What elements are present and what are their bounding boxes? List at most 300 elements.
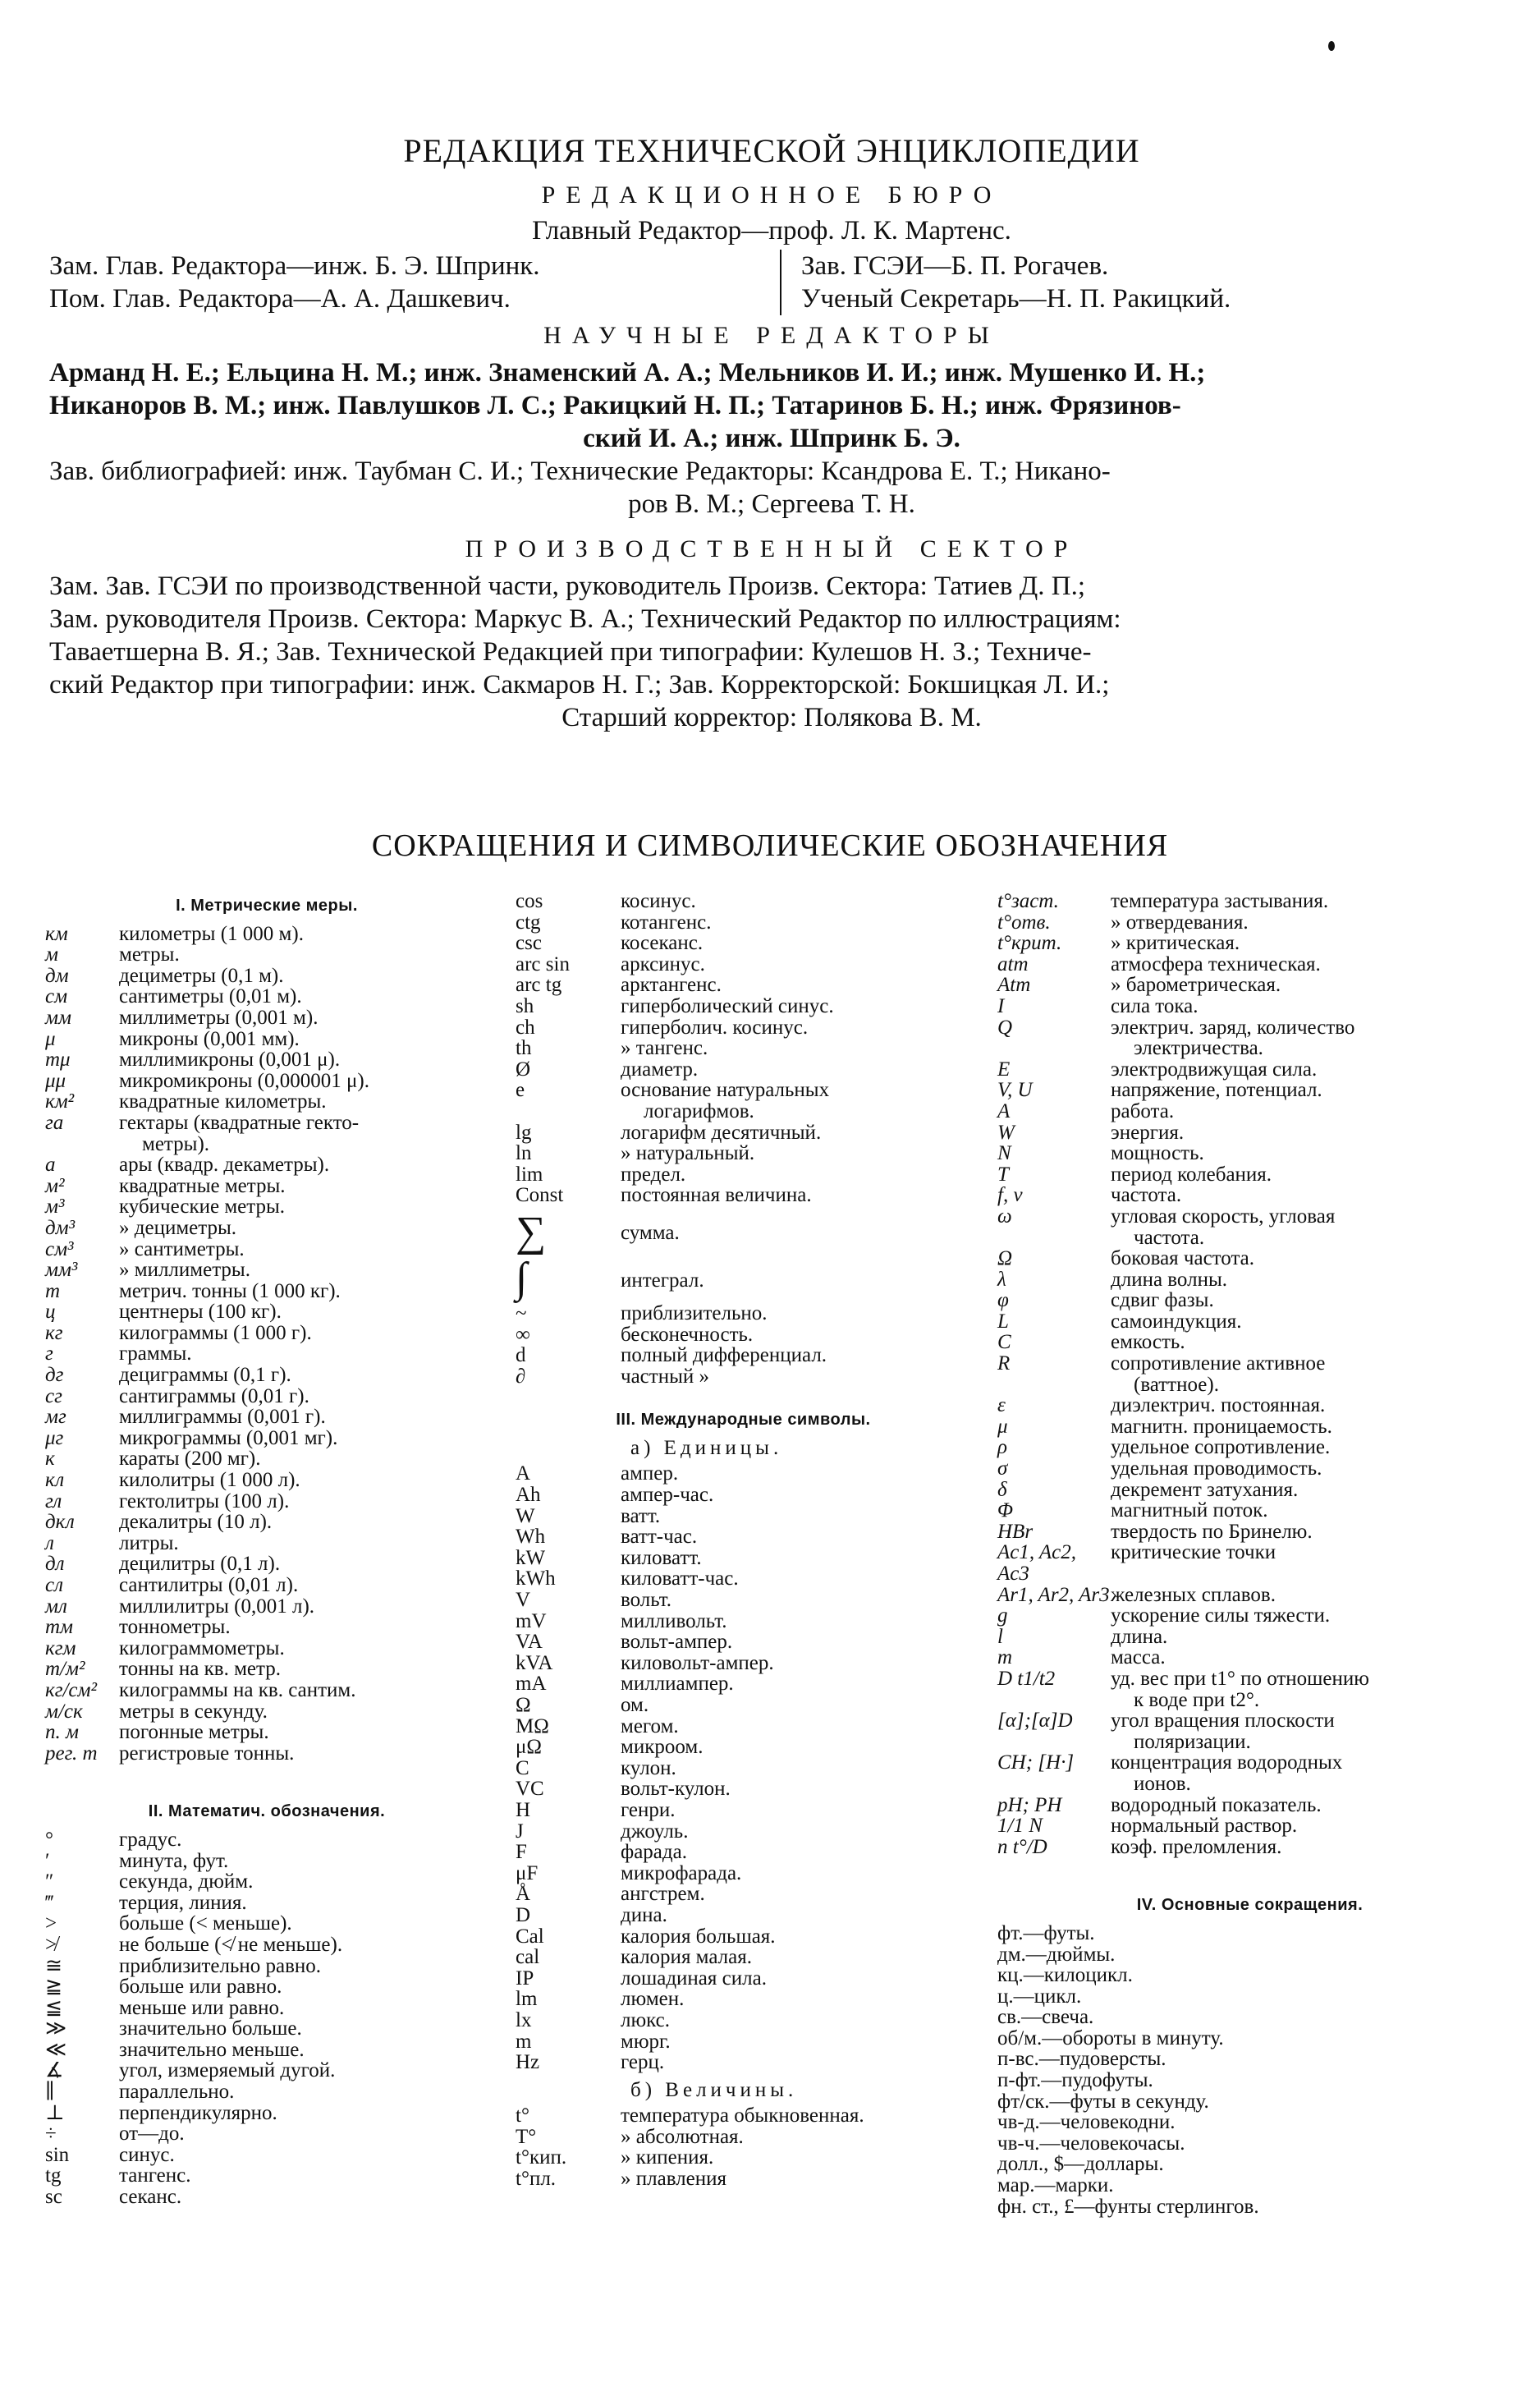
list-item <box>45 1071 488 1092</box>
symbol: ‴ <box>45 1891 54 1914</box>
definition: ионов. <box>1134 1772 1191 1795</box>
symbol: тм <box>45 1616 74 1639</box>
definition: период колебания. <box>1111 1163 1272 1186</box>
symbol: MΩ <box>516 1714 549 1737</box>
definition: миллилитры (0,001 л). <box>119 1595 315 1618</box>
symbol: kVA <box>516 1651 553 1674</box>
list-item <box>45 2060 488 2081</box>
chief-editor: Главный Редактор—проф. Л. К. Мартенс. <box>532 216 1011 246</box>
symbol: Å <box>516 1883 531 1906</box>
list-item <box>997 1542 1502 1584</box>
symbol: дм <box>45 964 69 987</box>
list-item <box>997 1585 1502 1606</box>
list-item: св.—свеча. <box>997 2006 1094 2029</box>
list-item <box>516 1905 971 1926</box>
subheading-quantities: б) Величины. <box>630 2078 798 2101</box>
quantities-list <box>516 2105 971 2189</box>
list-item <box>45 1007 488 1029</box>
definition: децилитры (0,1 л). <box>119 1553 281 1576</box>
definition: угловая скорость, угловая <box>1111 1205 1336 1228</box>
definition: лошадиная сила. <box>621 1967 767 1990</box>
definition: мюрг. <box>621 2030 671 2053</box>
definition: диэлектрич. постоянная. <box>1111 1394 1326 1417</box>
list-item <box>516 1673 971 1695</box>
symbol: Atm <box>997 974 1031 997</box>
definition: постоянная величина. <box>621 1184 812 1207</box>
symbol: IP <box>516 1967 534 1990</box>
list-item <box>516 1324 971 1346</box>
list-item <box>45 1323 488 1344</box>
sum-symbol: ∑ <box>516 1208 547 1255</box>
definition: предел. <box>621 1163 686 1186</box>
symbol <box>516 1101 621 1122</box>
symbol: Const <box>516 1184 564 1207</box>
subheading-units: а) Единицы. <box>630 1436 783 1459</box>
symbol: μ <box>997 1415 1008 1438</box>
definition: ватт-час. <box>621 1526 698 1549</box>
definition: киловатт-час. <box>621 1567 739 1590</box>
symbol: mA <box>516 1673 547 1696</box>
symbol: сг <box>45 1384 62 1407</box>
list-item <box>45 1091 488 1113</box>
list-item <box>997 1710 1502 1732</box>
list-item <box>45 1260 488 1281</box>
sci-editors-heading: НАУЧНЫЕ РЕДАКТОРЫ <box>543 322 1000 349</box>
definition: масса. <box>1111 1646 1166 1669</box>
definition: больше или равно. <box>119 1976 282 1999</box>
list-item <box>45 1743 488 1765</box>
definition: секанс. <box>119 2186 182 2209</box>
definition: гиперболич. косинус. <box>621 1016 809 1039</box>
symbol: Φ <box>997 1499 1014 1522</box>
list-item <box>45 1113 488 1134</box>
symbol: csc <box>516 932 542 955</box>
symbol: г <box>45 1342 53 1365</box>
list-item <box>997 1185 1502 1206</box>
symbol: ′ <box>45 1849 50 1872</box>
list-item <box>45 1343 488 1365</box>
list-item <box>516 891 971 912</box>
list-item <box>45 1281 488 1302</box>
list-item <box>516 1254 971 1301</box>
symbol: ch <box>516 1016 535 1039</box>
list-item <box>997 1647 1502 1668</box>
list-item <box>997 933 1502 954</box>
definition: джоуль. <box>621 1820 689 1843</box>
production-line: Старший корректор: Полякова В. М. <box>561 703 982 732</box>
symbol: ° <box>45 1828 53 1851</box>
list-item <box>997 891 1502 912</box>
list-item <box>45 1893 488 1914</box>
definition: центнеры (100 кг). <box>119 1301 282 1324</box>
symbol: μμ <box>45 1069 66 1092</box>
list-item <box>45 1701 488 1723</box>
list-item <box>997 1690 1502 1711</box>
definition: киловольт-ампер. <box>621 1651 774 1674</box>
list-item <box>45 2165 488 2187</box>
symbol: λ <box>997 1268 1006 1291</box>
symbol: Hz <box>516 2051 540 2074</box>
definition: микроом. <box>621 1736 704 1759</box>
definition: микрофарада. <box>621 1861 742 1884</box>
definition: герц. <box>621 2051 665 2074</box>
symbol: ε <box>997 1394 1006 1417</box>
list-item <box>45 1218 488 1239</box>
symbol: ∥ <box>45 2081 55 2104</box>
symbol: th <box>516 1037 532 1060</box>
section-heading-math: II. Математич. обозначения. <box>148 1802 386 1821</box>
symbol: t° <box>516 2104 529 2127</box>
list-item <box>516 1989 971 2010</box>
symbol: м <box>45 943 58 966</box>
list-item <box>997 912 1502 934</box>
list-item <box>516 1185 971 1206</box>
list-item <box>997 954 1502 975</box>
list-item <box>516 933 971 954</box>
section-heading-metric: I. Метрические меры. <box>176 897 358 915</box>
list-item: чв-д.—человекодни. <box>997 2111 1176 2134</box>
symbol: к <box>45 1448 55 1471</box>
symbol: ≦ <box>45 1996 62 2019</box>
symbol: μг <box>45 1426 64 1449</box>
definition: сопротивление активное <box>1111 1352 1326 1375</box>
symbol: W <box>516 1504 535 1527</box>
definition: микрограммы (0,001 мг). <box>119 1426 338 1449</box>
symbol: т <box>45 1279 61 1302</box>
definition: (ваттное). <box>1134 1373 1219 1396</box>
list-item <box>997 1122 1502 1144</box>
definition: длина волны. <box>1111 1268 1228 1291</box>
list-item <box>516 1017 971 1039</box>
editorial-header <box>49 131 1494 734</box>
deputy-editor: Зам. Глав. Редактора—инж. Б. Э. Шпринк. <box>49 251 540 281</box>
definition: магнитн. проницаемость. <box>1111 1415 1332 1438</box>
definition: » кипения. <box>621 2146 714 2169</box>
symbol <box>45 1134 119 1155</box>
symbol: lim <box>516 1163 543 1186</box>
list-item <box>997 1375 1502 1396</box>
list-item <box>516 2105 971 2127</box>
definition: угол, измеряемый дугой. <box>119 2059 336 2082</box>
definition: генри. <box>621 1798 676 1821</box>
list-item <box>45 1512 488 1533</box>
definition: гектолитры (100 л). <box>119 1489 290 1512</box>
definition: вольт. <box>621 1589 672 1612</box>
list-item <box>516 1038 971 1059</box>
list-item: долл., $—доллары. <box>997 2153 1164 2176</box>
sci-editors-line: ский И. А.; инж. Шпринк Б. Э. <box>583 424 960 453</box>
list-item <box>516 1863 971 1884</box>
definition: миллимикроны (0,001 μ). <box>119 1049 341 1072</box>
list-item <box>997 1038 1502 1059</box>
list-item <box>45 1365 488 1386</box>
symbol: tg <box>45 2164 62 2187</box>
definition: перпендикулярно. <box>119 2101 277 2124</box>
list-item <box>45 1196 488 1218</box>
ink-speck <box>1328 41 1335 51</box>
symbol: гл <box>45 1489 62 1512</box>
list-item <box>997 1164 1502 1186</box>
list-item: об/м.—обороты в минуту. <box>997 2026 1224 2049</box>
list-item <box>45 1722 488 1743</box>
production-line: ский Редактор при типографии: инж. Сакмаров Н. Г.; Зав. Корректорской: Бокшицкая Л. И.; <box>49 670 1110 700</box>
list-item <box>997 1395 1502 1416</box>
list-item <box>997 1500 1502 1521</box>
symbol: ∡ <box>45 2059 64 2082</box>
definition: бесконечность. <box>621 1323 754 1346</box>
symbol: lx <box>516 2008 532 2031</box>
integral-definition: интеграл. <box>621 1269 704 1292</box>
symbol: A <box>997 1099 1011 1122</box>
definition: квадратные метры. <box>119 1174 286 1197</box>
list-item: фт/ск.—футы в секунду. <box>997 2090 1209 2113</box>
symbol: d <box>516 1344 526 1367</box>
definition: меньше или равно. <box>119 1996 285 2019</box>
definition: параллельно. <box>119 2081 235 2104</box>
list-item <box>45 1596 488 1618</box>
symbol: Ø <box>516 1058 531 1081</box>
symbol: t°заст. <box>997 890 1059 912</box>
definition: приблизительно равно. <box>119 1954 322 1977</box>
definition: килограммометры. <box>119 1636 285 1659</box>
list-item: п-вс.—пудоверсты. <box>997 2048 1166 2071</box>
symbol: VC <box>516 1778 544 1801</box>
symbol: sc <box>45 2186 62 2209</box>
symbol: W <box>997 1121 1015 1144</box>
definition: регистровые тонны. <box>119 1742 295 1765</box>
symbol: 1/1 N <box>997 1815 1043 1838</box>
symbol: Ar1, Ar2, Ar3 <box>997 1583 1110 1606</box>
list-item <box>997 1332 1502 1353</box>
symbol: C <box>516 1756 529 1779</box>
symbol: t°отв. <box>997 911 1051 934</box>
list-item <box>45 1680 488 1701</box>
definition: » отвердевания. <box>1111 911 1249 934</box>
symbol: км <box>45 922 68 945</box>
list-item <box>516 2127 971 2148</box>
definition: килограммы на кв. сантим. <box>119 1678 356 1701</box>
symbol: VA <box>516 1631 543 1654</box>
definition: самоиндукция. <box>1111 1310 1242 1333</box>
definition: косеканс. <box>621 932 704 955</box>
definition: не больше (≮ не меньше). <box>119 1933 343 1956</box>
definition: » натуральный. <box>621 1142 755 1165</box>
symbol <box>997 1774 1111 1795</box>
definition: ампер-час. <box>621 1484 714 1507</box>
symbol: ρ <box>997 1436 1007 1459</box>
symbol: кг/см² <box>45 1678 97 1701</box>
list-item <box>516 1164 971 1186</box>
list-item <box>516 1758 971 1779</box>
symbol: σ <box>997 1457 1008 1480</box>
list-item <box>45 1301 488 1323</box>
list-item <box>997 1269 1502 1291</box>
definition: декремент затухания. <box>1111 1478 1299 1501</box>
list-item <box>997 1228 1502 1249</box>
symbol <box>997 1228 1111 1249</box>
definition: литры. <box>119 1531 179 1554</box>
definition: фарада. <box>621 1841 687 1864</box>
list-item <box>997 1311 1502 1333</box>
list-item <box>516 2169 971 2190</box>
definition: ом. <box>621 1694 649 1716</box>
list-item <box>45 944 488 966</box>
symbol: kWh <box>516 1567 556 1590</box>
symbol: ctg <box>516 911 541 934</box>
list-item <box>45 2145 488 2166</box>
math-list <box>45 1829 488 2208</box>
sum-definition: сумма. <box>621 1221 680 1244</box>
symbol: см³ <box>45 1237 74 1260</box>
encyclopedia-title: РЕДАКЦИЯ ТЕХНИЧЕСКОЙ ЭНЦИКЛОПЕДИИ <box>403 132 1140 169</box>
symbol: atm <box>997 952 1029 975</box>
list-item <box>45 1659 488 1680</box>
symbol: μ <box>45 1027 56 1050</box>
definition: » плавления <box>621 2168 727 2191</box>
symbol: cos <box>516 890 543 912</box>
list-item <box>45 1829 488 1851</box>
list-item <box>997 1206 1502 1228</box>
symbol: ∂ <box>516 1365 526 1388</box>
symbol: l <box>997 1625 1003 1648</box>
list-item <box>997 996 1502 1017</box>
symbol: H <box>516 1798 531 1821</box>
list-item <box>997 1837 1502 1858</box>
symbol: ≧ <box>45 1976 62 1999</box>
definition: микромикроны (0,000001 μ). <box>119 1069 369 1092</box>
definition: кубические метры. <box>119 1196 286 1219</box>
definition: котангенс. <box>621 911 712 934</box>
symbol: Ac1, Ac2, Ac3 <box>997 1541 1077 1585</box>
symbol: мг <box>45 1406 66 1429</box>
definition: сантиметры (0,01 м). <box>119 985 302 1008</box>
list-item <box>516 1526 971 1548</box>
definition: сдвиг фазы. <box>1111 1289 1214 1312</box>
list-item <box>516 1778 971 1800</box>
list-item <box>516 1568 971 1590</box>
symbol: V, U <box>997 1079 1033 1102</box>
definition: милливольт. <box>621 1609 727 1632</box>
list-item <box>516 1968 971 1990</box>
definition: вольт-кулон. <box>621 1778 731 1801</box>
definition: больше (< меньше). <box>119 1912 292 1935</box>
list-item <box>516 1366 971 1388</box>
list-item <box>997 1143 1502 1164</box>
definition: сантилитры (0,01 л). <box>119 1574 299 1596</box>
list-item <box>516 1716 971 1737</box>
symbol: lm <box>516 1988 538 2011</box>
list-item <box>997 1017 1502 1039</box>
definition: электрич. заряд, количество <box>1111 1016 1355 1039</box>
symbol: D <box>516 1903 531 1926</box>
list-item <box>45 1851 488 1872</box>
definition: караты (200 мг). <box>119 1448 261 1471</box>
symbol: км² <box>45 1090 75 1113</box>
section-heading-international: III. Международные символы. <box>616 1411 871 1430</box>
symbol: > <box>45 1912 57 1935</box>
symbol: ∞ <box>516 1323 530 1346</box>
symbol: Ω <box>516 1694 531 1716</box>
definition: калория малая. <box>621 1946 752 1969</box>
list-item <box>516 2147 971 2169</box>
list-item <box>997 1059 1502 1081</box>
list-item <box>516 1926 971 1948</box>
definition: дина. <box>621 1903 667 1926</box>
sci-editors-line: Никаноров В. М.; инж. Павлушков Л. С.; Ракицкий Н. П.; Татаринов Б. Н.; инж. Фрязинов- <box>49 391 1181 420</box>
definition: мощность. <box>1111 1142 1204 1165</box>
list-item <box>516 2052 971 2073</box>
definition: ватт. <box>621 1504 661 1527</box>
definition: граммы. <box>119 1342 192 1365</box>
list-item <box>516 1101 971 1122</box>
definition: » барометрическая. <box>1111 974 1281 997</box>
list-item <box>516 1059 971 1081</box>
definition: арктангенс. <box>621 974 722 997</box>
symbol: φ <box>997 1289 1009 1312</box>
trig-list <box>516 891 971 1206</box>
list-item <box>516 1884 971 1905</box>
definition: килограммы (1 000 г). <box>119 1321 312 1344</box>
definition: емкость. <box>1111 1331 1185 1354</box>
symbol: га <box>45 1111 64 1134</box>
definition: тоннометры. <box>119 1616 231 1639</box>
list-item <box>45 1617 488 1638</box>
list-item <box>997 1668 1502 1690</box>
definition: » абсолютная. <box>621 2125 744 2148</box>
definition: длина. <box>1111 1625 1168 1648</box>
list-item: фн. ст., £—фунты стерлингов. <box>997 2195 1259 2218</box>
definition: частный » <box>621 1365 709 1388</box>
head-gsei: Зав. ГСЭИ—Б. П. Рогачев. <box>801 251 1109 281</box>
definition: кулон. <box>621 1756 676 1779</box>
symbol: ÷ <box>45 2123 57 2146</box>
list-item <box>45 1386 488 1407</box>
list-item <box>45 1239 488 1260</box>
list-item <box>45 1134 488 1155</box>
symbol: т/м² <box>45 1658 85 1681</box>
symbol: п. м <box>45 1721 79 1744</box>
definition: водородный показатель. <box>1111 1793 1322 1816</box>
list-item <box>516 912 971 934</box>
list-item <box>45 1029 488 1050</box>
symbol: T <box>997 1163 1009 1186</box>
list-item <box>45 1154 488 1176</box>
list-item <box>997 1480 1502 1501</box>
definition: коэф. преломления. <box>1111 1835 1282 1858</box>
symbol: Q <box>997 1016 1013 1039</box>
list-item <box>45 1176 488 1197</box>
symbol: D t1/t2 <box>997 1667 1056 1690</box>
definition: метры. <box>119 943 180 966</box>
symbol <box>997 1732 1111 1753</box>
symbol: м³ <box>45 1196 65 1219</box>
list-item <box>45 1935 488 1956</box>
list-item <box>45 1407 488 1428</box>
symbol: кл <box>45 1469 65 1492</box>
sci-editors-line: Арманд Н. Е.; Ельцина Н. М.; инж. Знаменский А. А.; Мельников И. И.; инж. Мушенко И. Н.; <box>49 358 1206 388</box>
list-item <box>997 1605 1502 1627</box>
definition: люмен. <box>621 1988 685 2011</box>
definition: метры). <box>142 1132 210 1155</box>
definition: критические точки <box>1111 1541 1276 1564</box>
symbol: μF <box>516 1861 539 1884</box>
definition: температура застывания. <box>1111 890 1329 912</box>
definition: удельная проводимость. <box>1111 1457 1322 1480</box>
symbol: T° <box>516 2125 537 2148</box>
list-item <box>45 1998 488 2019</box>
symbol: ц <box>45 1301 56 1324</box>
list-item <box>516 1080 971 1101</box>
